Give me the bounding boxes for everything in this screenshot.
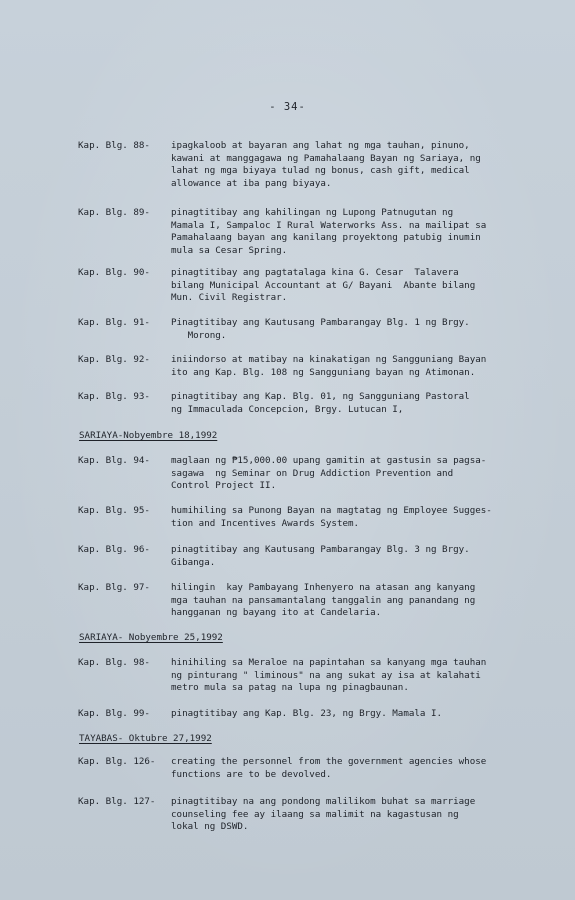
- entry-text-line: Gibanga.: [171, 556, 216, 568]
- entry-text-line: tion and Incentives Awards System.: [171, 517, 360, 529]
- entry-text: [171, 391, 541, 416]
- entry-text: [171, 505, 541, 530]
- section-heading: TAYABAS- Oktubre 27,1992: [79, 733, 212, 744]
- entry-text: [171, 582, 541, 620]
- page-number: - 34-: [269, 101, 306, 113]
- entry-text-line: ng pinturang " liminous" na ang sukat ay isa at kalahati: [171, 669, 481, 681]
- entry-label: Kap. Blg. 94-: [78, 455, 150, 466]
- entry-text-line: lahat ng mga biyaya tulad ng bonus, cash gift, medical: [171, 165, 470, 176]
- section-heading: SARIAYA-Nobyembre 18,1992: [79, 430, 218, 441]
- entry-label: Kap. Blg. 96-: [78, 544, 150, 555]
- entry-text: [171, 708, 541, 721]
- entry-label: Kap. Blg. 97-: [78, 582, 150, 593]
- entry-text: [171, 140, 541, 190]
- entry-text-line: counseling fee ay ilaang sa malimit na kagastusan ng: [171, 808, 459, 820]
- entry-text: [171, 207, 541, 257]
- entry-text-line: sagawa ng Seminar on Drug Addiction Prevention and: [171, 467, 454, 479]
- entry-text-line: maglaan ng ₱15,000.00 upang gamitin at gastusin sa pagsa-: [171, 455, 487, 466]
- entry-label: Kap. Blg. 127-: [78, 796, 156, 807]
- entry-text-line: pinagtitibay na ang pondong malilikom buhat sa marriage: [171, 796, 476, 807]
- entry-text-line: metro mula sa patag na lupa ng pinagbaunan.: [171, 682, 409, 693]
- entry-text-line: Pinagtitibay ang Kautusang Pambarangay Blg. 1 ng Brgy.: [171, 317, 470, 328]
- entry-label: Kap. Blg. 95-: [78, 505, 150, 516]
- entry-text: [171, 756, 541, 781]
- entry-text-line: pinagtitibay ang Kautusang Pambarangay Blg. 3 ng Brgy.: [171, 544, 470, 555]
- entry-text-line: allowance at iba pang biyaya.: [171, 177, 332, 189]
- entry-label: Kap. Blg. 91-: [78, 317, 150, 328]
- entry-text-line: mula sa Cesar Spring.: [171, 244, 288, 256]
- entry-label: Kap. Blg. 93-: [78, 391, 150, 402]
- entry-text: [171, 317, 541, 342]
- entry-text-line: lokal ng DSWD.: [171, 821, 249, 832]
- entry-text-line: creating the personnel from the government agencies whose: [171, 756, 487, 767]
- entry-text-line: Control Project II.: [171, 480, 277, 491]
- entry-text-line: hilingin kay Pambayang Inhenyero na atasan ang kanyang: [171, 582, 476, 593]
- entry-text-line: kawani at manggagawa ng Pamahalaang Bayan ng Sariaya, ng: [171, 152, 481, 164]
- entry-text: [171, 657, 541, 695]
- entry-text-line: hinihiling sa Meraloe na papintahan sa kanyang mga tauhan: [171, 657, 487, 668]
- section-heading: SARIAYA- Nobyembre 25,1992: [79, 632, 223, 643]
- entry-text-line: pinagtitibay ang kahilingan ng Lupong Patnugutan ng: [171, 207, 454, 218]
- entry-text-line: Morong.: [171, 329, 227, 341]
- entry-text-line: Pamahalaang bayan ang kanilang proyektong patubig inumin: [171, 232, 481, 243]
- entry-text: [171, 796, 541, 834]
- entry-text: [171, 455, 541, 493]
- entry-text-line: iniindorso at matibay na kinakatigan ng Sangguniang Bayan: [171, 354, 487, 365]
- entry-text-line: Mun. Civil Registrar.: [171, 292, 288, 303]
- entry-label: Kap. Blg. 126-: [78, 756, 156, 767]
- entry-text-line: ito ang Kap. Blg. 108 ng Sangguniang bayan ng Atimonan.: [171, 366, 476, 378]
- entry-text-line: pinagtitibay ang pagtatalaga kina G. Cesar Talavera: [171, 267, 459, 278]
- entry-text-line: pinagtitibay ang Kap. Blg. 01, ng Sangguniang Pastoral: [171, 391, 470, 402]
- entry-text-line: humihiling sa Punong Bayan na magtatag ng Employee Sugges-: [171, 505, 492, 516]
- entry-label: Kap. Blg. 92-: [78, 354, 150, 365]
- entry-text: [171, 267, 541, 305]
- entry-text-line: hangganan ng bayang ito at Candelaria.: [171, 607, 382, 618]
- entry-text-line: Mamala I, Sampaloc I Rural Waterworks Ass. na mailipat sa: [171, 219, 487, 231]
- entry-text-line: ipagkaloob at bayaran ang lahat ng mga tauhan, pinuno,: [171, 140, 470, 151]
- entry-text-line: mga tauhan na pansamantalang tanggalin ang panandang ng: [171, 594, 476, 606]
- entry-label: Kap. Blg. 99-: [78, 708, 150, 719]
- entry-label: Kap. Blg. 98-: [78, 657, 150, 668]
- entry-label: Kap. Blg. 90-: [78, 267, 150, 278]
- entry-text-line: functions are to be devolved.: [171, 768, 332, 780]
- entry-label: Kap. Blg. 88-: [78, 140, 150, 151]
- entry-label: Kap. Blg. 89-: [78, 207, 150, 218]
- entry-text-line: bilang Municipal Accountant at G/ Bayani Abante bilang: [171, 279, 476, 291]
- entry-text: [171, 354, 541, 379]
- entry-text-line: ng Immaculada Concepcion, Brgy. Lutucan I,: [171, 403, 404, 415]
- entry-text-line: pinagtitibay ang Kap. Blg. 23, ng Brgy. Mamala I.: [171, 708, 443, 719]
- entry-text: [171, 544, 541, 569]
